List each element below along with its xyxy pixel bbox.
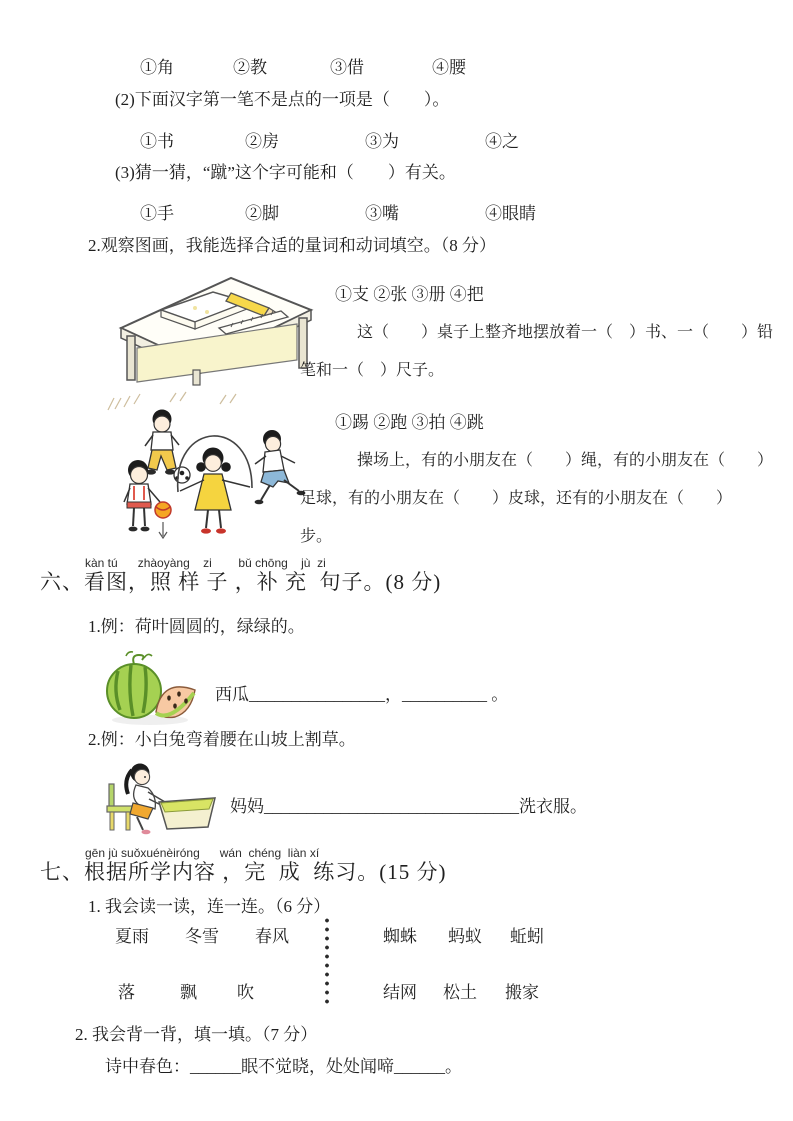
desk-illustration	[103, 266, 318, 393]
fill-sentence-mother: 妈妈______________________________洗衣服。	[230, 797, 587, 816]
q4-title: 2.观察图画，我能选择合适的量词和动词填空。（8 分）	[88, 236, 496, 255]
example-1: 1.例：荷叶圆圆的，绿绿的。	[88, 617, 305, 636]
match-left-top-3: 春风	[255, 927, 289, 946]
q2-option-3: ③为	[365, 132, 399, 151]
sub-question-1: 1. 我会读一读，连一连。（6 分）	[88, 897, 331, 916]
match-right-bottom-3: 搬家	[505, 983, 539, 1002]
match-left-bottom-3: 吹	[237, 983, 254, 1002]
q1-option-4: ④腰	[432, 58, 466, 77]
match-right-bottom-2: 松土	[443, 983, 477, 1002]
section-six-pinyin: kàn tú zhàoyàng zi bǔ chōng jù zi	[85, 556, 326, 570]
match-right-top-3: 蚯蚓	[510, 927, 544, 946]
q1-option-1: ①角	[140, 58, 174, 77]
match-right-top-2: 蚂蚁	[448, 927, 482, 946]
desk-fill-line-2: 笔和一（ ）尺子。	[300, 362, 445, 379]
fill-sentence-watermelon: 西瓜________________，__________ 。	[215, 685, 509, 704]
poem-fill-line: 诗中春色：______眠不觉晓，处处闻啼______。	[105, 1057, 462, 1076]
sub-question-2: 2. 我会背一背，填一填。（7 分）	[75, 1025, 318, 1044]
play-fill-line-3: 步。	[300, 528, 333, 545]
q3-option-2: ②脚	[245, 204, 279, 223]
q3-option-1: ①手	[140, 204, 174, 223]
match-left-bottom-1: 落	[118, 983, 135, 1002]
play-fill-line-2: 足球，有的小朋友在（ ）皮球，还有的小朋友在（ ）	[300, 490, 733, 507]
example-2: 2.例：小白兔弯着腰在山坡上割草。	[88, 730, 356, 749]
play-fill-line-1: 操场上，有的小朋友在（ ）绳，有的小朋友在（ ）	[357, 452, 774, 469]
match-left-top-2: 冬雪	[185, 927, 219, 946]
section-seven-pinyin: gēn jù suǒxuénèiróng wán chéng liàn xí	[85, 846, 320, 860]
q1-option-2: ②教	[233, 58, 267, 77]
desk-options: ①支 ②张 ③册 ④把	[335, 285, 484, 304]
q3-stem: (3)猜一猜，“蹴”这个字可能和（ ）有关。	[115, 163, 456, 182]
q2-stem: (2)下面汉字第一笔不是点的一项是（ ）。	[115, 90, 450, 109]
q3-option-4: ④眼睛	[485, 204, 536, 223]
matching-divider-dotted-line	[324, 916, 330, 1006]
watermelon-illustration	[98, 646, 206, 733]
mother-washing-illustration	[95, 756, 227, 843]
children-playing-illustration	[100, 390, 310, 550]
section-seven-title: 七、根据所学内容 ，完 成 练习。(15 分)	[40, 860, 447, 884]
play-options: ①踢 ②跑 ③拍 ④跳	[335, 413, 484, 432]
match-left-top-1: 夏雨	[115, 927, 149, 946]
q2-option-4: ④之	[485, 132, 519, 151]
section-six-title: 六、看图，照 样 子 ，补 充 句子。(8 分)	[40, 570, 442, 594]
match-right-top-1: 蜘蛛	[383, 927, 417, 946]
q1-option-3: ③借	[330, 58, 364, 77]
desk-fill-line-1: 这（ ）桌子上整齐地摆放着一（ ）书、一（ ）铅	[357, 324, 774, 341]
match-left-bottom-2: 飘	[180, 983, 197, 1002]
q3-option-3: ③嘴	[365, 204, 399, 223]
q2-option-1: ①书	[140, 132, 174, 151]
q2-option-2: ②房	[245, 132, 279, 151]
match-right-bottom-1: 结网	[383, 983, 417, 1002]
